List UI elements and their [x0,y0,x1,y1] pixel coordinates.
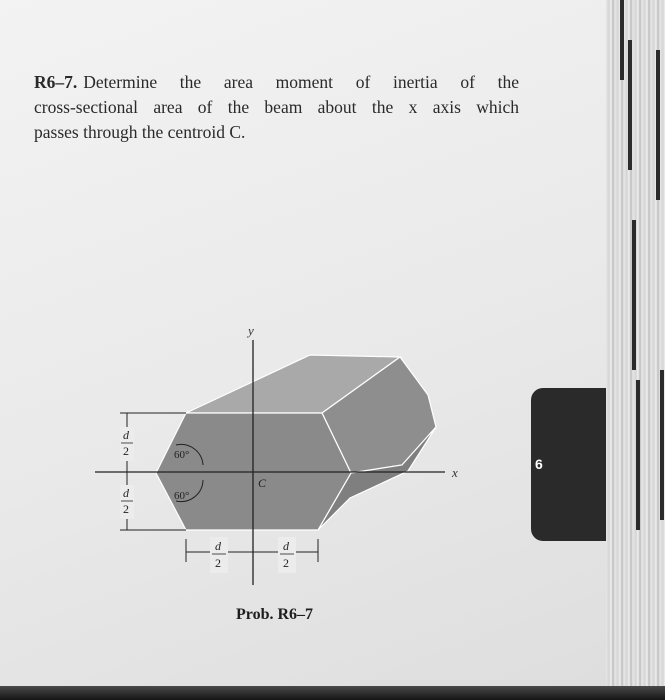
dim-lower-den: 2 [123,502,129,516]
binding-shadow [0,686,665,700]
problem-line-1: R6–7. Determine the area moment of inertia of the [34,72,519,92]
problem-line-2: cross-sectional area of the beam about the x axis which [34,97,519,117]
dim-left-num: d [215,539,221,553]
beam-figure [90,315,470,595]
chapter-thumb-tab [531,388,606,541]
dim-right-den: 2 [283,556,289,570]
figure-caption: Prob. R6–7 [236,606,314,623]
hexagon-cross-section-diagram [90,315,470,595]
chapter-tab-label: 6 [535,456,543,472]
dim-lower-num: d [123,486,129,500]
dim-upper-num: d [123,428,129,442]
x-axis-label: x [452,465,458,480]
dim-left-den: 2 [215,556,221,570]
dim-right-num: d [283,539,289,553]
angle-label-top: 60° [174,449,190,461]
dim-upper-den: 2 [123,444,129,458]
centroid-label: C [258,476,267,490]
problem-line-3: passes through the centroid C. [34,122,246,142]
problem-number: R6–7. [34,72,78,92]
angle-label-bottom: 60° [174,490,190,502]
problem-statement [34,70,519,145]
y-axis-label: y [248,323,254,338]
page-edges [606,0,665,700]
